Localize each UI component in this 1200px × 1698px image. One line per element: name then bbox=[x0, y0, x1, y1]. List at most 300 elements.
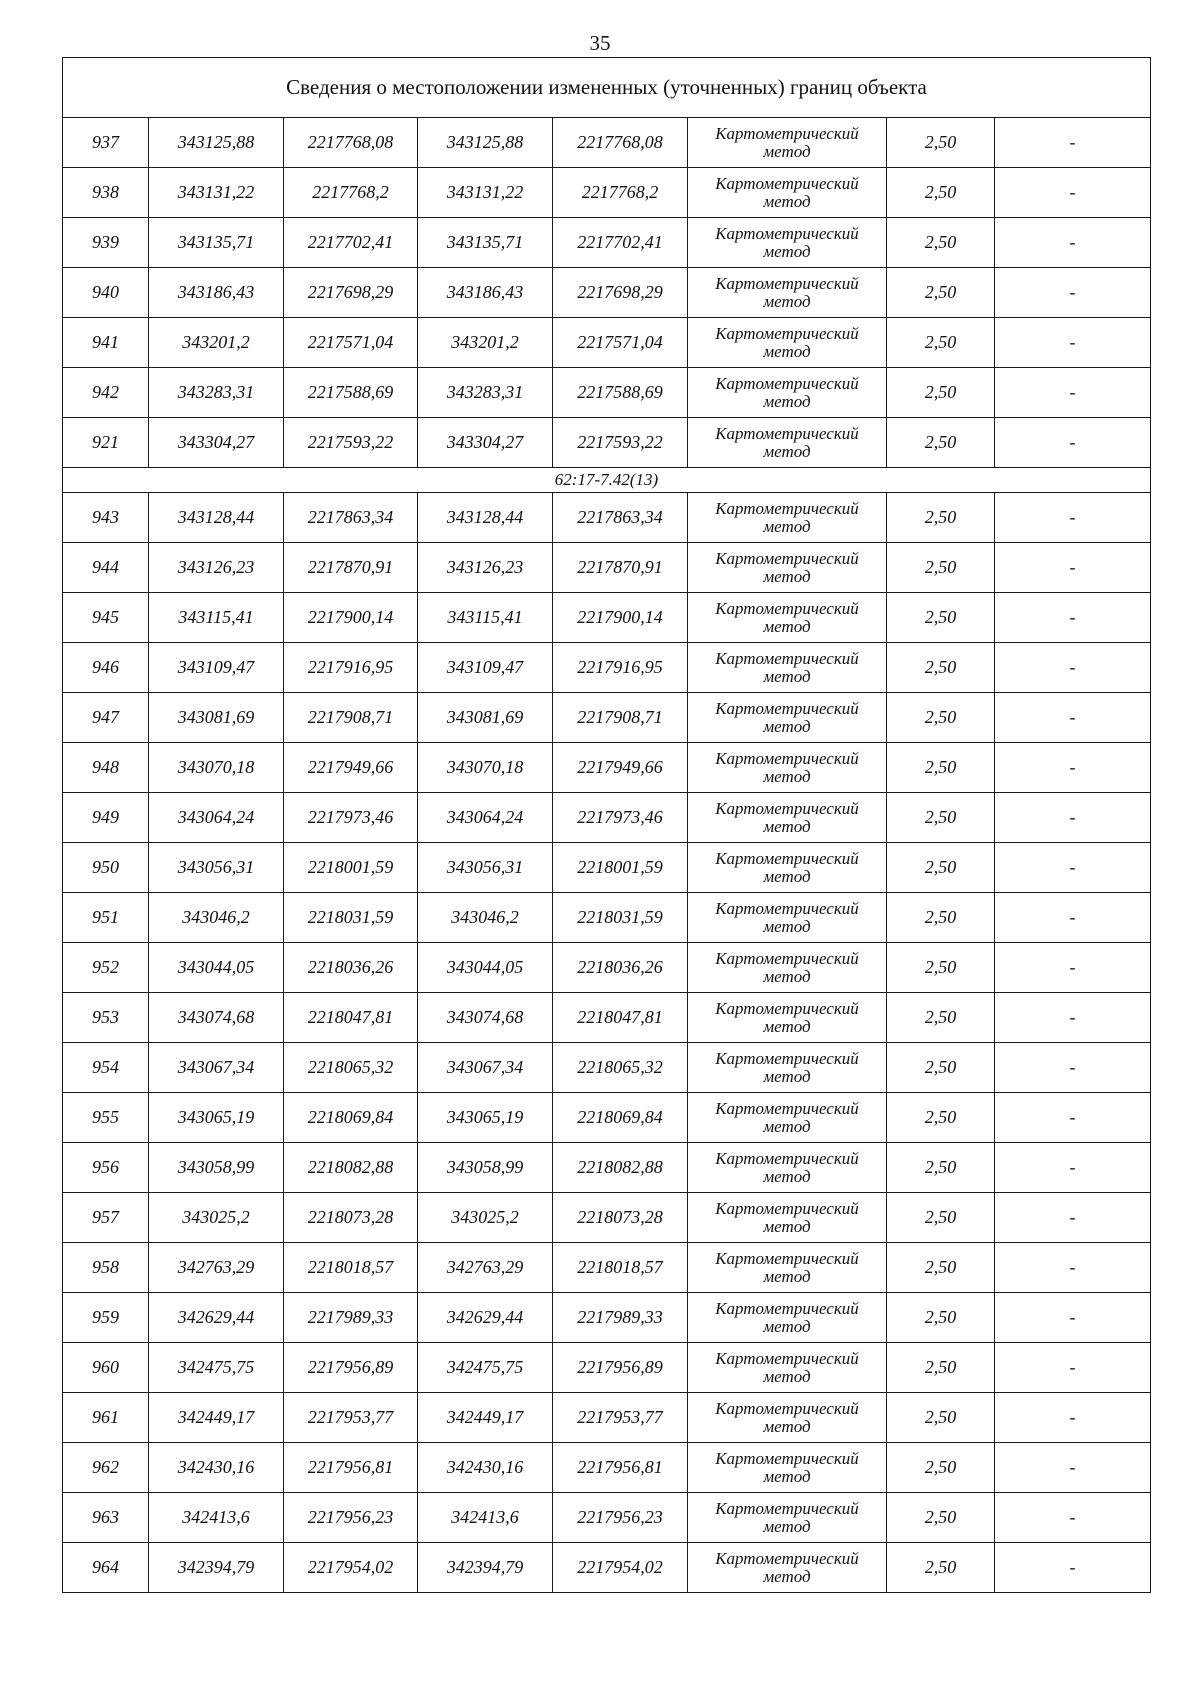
method-cell bbox=[688, 1293, 887, 1343]
coord-x-existing: 342413,6 bbox=[149, 1493, 284, 1543]
table-row bbox=[63, 368, 1151, 418]
coord-x-refined: 343125,88 bbox=[418, 118, 553, 168]
note-dash: - bbox=[995, 368, 1151, 418]
coord-x-refined: 342449,17 bbox=[418, 1393, 553, 1443]
point-number: 942 bbox=[63, 368, 149, 418]
coord-y-refined: 2217588,69 bbox=[553, 368, 688, 418]
method-line-2: метод bbox=[763, 441, 811, 461]
table-row bbox=[63, 218, 1151, 268]
accuracy-value: 2,50 bbox=[887, 593, 995, 643]
method-cell bbox=[688, 318, 887, 368]
coord-x-refined: 343186,43 bbox=[418, 268, 553, 318]
coord-x-refined: 343081,69 bbox=[418, 693, 553, 743]
method-line-1: Картометрический bbox=[715, 848, 859, 868]
coord-y-refined: 2217571,04 bbox=[553, 318, 688, 368]
note-dash: - bbox=[995, 1243, 1151, 1293]
coord-y-refined: 2218001,59 bbox=[553, 843, 688, 893]
method-line-1: Картометрический bbox=[715, 548, 859, 568]
note-dash: - bbox=[995, 218, 1151, 268]
accuracy-value: 2,50 bbox=[887, 1443, 995, 1493]
note-dash: - bbox=[995, 318, 1151, 368]
point-number: 946 bbox=[63, 643, 149, 693]
method-line-1: Картометрический bbox=[715, 498, 859, 518]
coord-y-existing: 2218069,84 bbox=[284, 1093, 418, 1143]
method-line-1: Картометрический bbox=[715, 223, 859, 243]
table-row bbox=[63, 1293, 1151, 1343]
coord-x-refined: 343058,99 bbox=[418, 1143, 553, 1193]
method-line-1: Картометрический bbox=[715, 598, 859, 618]
method-line-2: метод bbox=[763, 391, 811, 411]
method-cell bbox=[688, 1393, 887, 1443]
coord-x-existing: 343135,71 bbox=[149, 218, 284, 268]
accuracy-value: 2,50 bbox=[887, 118, 995, 168]
coord-x-existing: 343131,22 bbox=[149, 168, 284, 218]
accuracy-value: 2,50 bbox=[887, 1143, 995, 1193]
point-number: 950 bbox=[63, 843, 149, 893]
note-dash: - bbox=[995, 1393, 1151, 1443]
note-dash: - bbox=[995, 493, 1151, 543]
coord-y-existing: 2217571,04 bbox=[284, 318, 418, 368]
coord-x-existing: 342430,16 bbox=[149, 1443, 284, 1493]
point-number: 952 bbox=[63, 943, 149, 993]
accuracy-value: 2,50 bbox=[887, 1543, 995, 1593]
point-number: 958 bbox=[63, 1243, 149, 1293]
method-line-2: метод bbox=[763, 866, 811, 886]
coord-x-refined: 343304,27 bbox=[418, 418, 553, 468]
coord-y-existing: 2218018,57 bbox=[284, 1243, 418, 1293]
method-line-1: Картометрический bbox=[715, 898, 859, 918]
method-cell bbox=[688, 268, 887, 318]
coord-x-refined: 343109,47 bbox=[418, 643, 553, 693]
method-line-1: Картометрический bbox=[715, 1298, 859, 1318]
coord-y-existing: 2218036,26 bbox=[284, 943, 418, 993]
method-line-2: метод bbox=[763, 666, 811, 686]
method-cell bbox=[688, 418, 887, 468]
point-number: 960 bbox=[63, 1343, 149, 1393]
accuracy-value: 2,50 bbox=[887, 693, 995, 743]
coord-y-refined: 2217900,14 bbox=[553, 593, 688, 643]
table-row bbox=[63, 1093, 1151, 1143]
method-line-2: метод bbox=[763, 916, 811, 936]
coord-x-existing: 343065,19 bbox=[149, 1093, 284, 1143]
coord-x-refined: 342629,44 bbox=[418, 1293, 553, 1343]
coord-x-refined: 342763,29 bbox=[418, 1243, 553, 1293]
coord-y-existing: 2217588,69 bbox=[284, 368, 418, 418]
coord-x-existing: 343186,43 bbox=[149, 268, 284, 318]
coord-y-existing: 2218073,28 bbox=[284, 1193, 418, 1243]
coord-x-refined: 343283,31 bbox=[418, 368, 553, 418]
coord-x-existing: 342394,79 bbox=[149, 1543, 284, 1593]
method-cell bbox=[688, 793, 887, 843]
coord-y-refined: 2217593,22 bbox=[553, 418, 688, 468]
point-number: 957 bbox=[63, 1193, 149, 1243]
method-line-2: метод bbox=[763, 1466, 811, 1486]
method-cell bbox=[688, 168, 887, 218]
coord-x-refined: 343115,41 bbox=[418, 593, 553, 643]
table-row bbox=[63, 643, 1151, 693]
method-cell bbox=[688, 1093, 887, 1143]
coord-y-existing: 2217768,2 bbox=[284, 168, 418, 218]
method-line-1: Картометрический bbox=[715, 998, 859, 1018]
point-number: 964 bbox=[63, 1543, 149, 1593]
point-number: 949 bbox=[63, 793, 149, 843]
coord-x-refined: 343074,68 bbox=[418, 993, 553, 1043]
coordinates-table bbox=[62, 57, 1151, 1593]
coord-x-refined: 343065,19 bbox=[418, 1093, 553, 1143]
method-line-1: Картометрический bbox=[715, 273, 859, 293]
coord-y-existing: 2217956,89 bbox=[284, 1343, 418, 1393]
coord-y-refined: 2217989,33 bbox=[553, 1293, 688, 1343]
coord-y-existing: 2217768,08 bbox=[284, 118, 418, 168]
coord-x-existing: 343201,2 bbox=[149, 318, 284, 368]
note-dash: - bbox=[995, 793, 1151, 843]
note-dash: - bbox=[995, 418, 1151, 468]
coord-x-existing: 343058,99 bbox=[149, 1143, 284, 1193]
method-line-2: метод bbox=[763, 1066, 811, 1086]
coord-x-refined: 342475,75 bbox=[418, 1343, 553, 1393]
point-number: 940 bbox=[63, 268, 149, 318]
coord-y-existing: 2218082,88 bbox=[284, 1143, 418, 1193]
note-dash: - bbox=[995, 1343, 1151, 1393]
accuracy-value: 2,50 bbox=[887, 1193, 995, 1243]
accuracy-value: 2,50 bbox=[887, 993, 995, 1043]
coord-y-refined: 2217768,2 bbox=[553, 168, 688, 218]
method-line-2: метод bbox=[763, 1416, 811, 1436]
table-row bbox=[63, 993, 1151, 1043]
point-number: 956 bbox=[63, 1143, 149, 1193]
table-row bbox=[63, 1543, 1151, 1593]
coord-x-existing: 343070,18 bbox=[149, 743, 284, 793]
coord-x-refined: 343025,2 bbox=[418, 1193, 553, 1243]
table-body bbox=[63, 58, 1151, 1593]
method-cell bbox=[688, 893, 887, 943]
accuracy-value: 2,50 bbox=[887, 793, 995, 843]
note-dash: - bbox=[995, 1443, 1151, 1493]
table-row bbox=[63, 543, 1151, 593]
coord-x-existing: 342629,44 bbox=[149, 1293, 284, 1343]
coord-y-existing: 2217956,81 bbox=[284, 1443, 418, 1493]
table-row bbox=[63, 1243, 1151, 1293]
table-row bbox=[63, 493, 1151, 543]
table-title: Сведения о местоположении измененных (уточненных) границ объекта bbox=[63, 58, 1151, 118]
method-line-2: метод bbox=[763, 1316, 811, 1336]
note-dash: - bbox=[995, 693, 1151, 743]
point-number: 941 bbox=[63, 318, 149, 368]
coord-y-existing: 2217870,91 bbox=[284, 543, 418, 593]
accuracy-value: 2,50 bbox=[887, 318, 995, 368]
method-cell bbox=[688, 993, 887, 1043]
table-row bbox=[63, 118, 1151, 168]
method-cell bbox=[688, 943, 887, 993]
accuracy-value: 2,50 bbox=[887, 1093, 995, 1143]
method-cell bbox=[688, 1443, 887, 1493]
method-line-2: метод bbox=[763, 1516, 811, 1536]
method-cell bbox=[688, 493, 887, 543]
table-row bbox=[63, 793, 1151, 843]
point-number: 945 bbox=[63, 593, 149, 643]
method-line-1: Картометрический bbox=[715, 1448, 859, 1468]
coord-x-refined: 342430,16 bbox=[418, 1443, 553, 1493]
table-row bbox=[63, 1043, 1151, 1093]
coord-y-refined: 2217953,77 bbox=[553, 1393, 688, 1443]
coord-y-existing: 2217916,95 bbox=[284, 643, 418, 693]
method-line-2: метод bbox=[763, 1566, 811, 1586]
coord-y-refined: 2217956,23 bbox=[553, 1493, 688, 1543]
coord-x-existing: 343081,69 bbox=[149, 693, 284, 743]
method-line-2: метод bbox=[763, 1016, 811, 1036]
coord-y-refined: 2217702,41 bbox=[553, 218, 688, 268]
coord-y-refined: 2217956,81 bbox=[553, 1443, 688, 1493]
method-line-1: Картометрический bbox=[715, 323, 859, 343]
method-line-2: метод bbox=[763, 1116, 811, 1136]
coord-x-existing: 342449,17 bbox=[149, 1393, 284, 1443]
accuracy-value: 2,50 bbox=[887, 493, 995, 543]
point-number: 921 bbox=[63, 418, 149, 468]
note-dash: - bbox=[995, 168, 1151, 218]
coord-y-refined: 2217768,08 bbox=[553, 118, 688, 168]
table-row bbox=[63, 1493, 1151, 1543]
coord-x-existing: 343126,23 bbox=[149, 543, 284, 593]
coord-y-refined: 2217973,46 bbox=[553, 793, 688, 843]
table-title-row bbox=[63, 58, 1151, 118]
point-number: 947 bbox=[63, 693, 149, 743]
accuracy-value: 2,50 bbox=[887, 543, 995, 593]
method-line-1: Картометрический bbox=[715, 1148, 859, 1168]
method-line-2: метод bbox=[763, 1166, 811, 1186]
method-cell bbox=[688, 1343, 887, 1393]
coord-x-refined: 343131,22 bbox=[418, 168, 553, 218]
coord-y-refined: 2217954,02 bbox=[553, 1543, 688, 1593]
coord-x-refined: 343070,18 bbox=[418, 743, 553, 793]
coord-x-refined: 342394,79 bbox=[418, 1543, 553, 1593]
point-number: 959 bbox=[63, 1293, 149, 1343]
note-dash: - bbox=[995, 1043, 1151, 1093]
coord-y-existing: 2217989,33 bbox=[284, 1293, 418, 1343]
accuracy-value: 2,50 bbox=[887, 743, 995, 793]
coord-y-refined: 2217863,34 bbox=[553, 493, 688, 543]
point-number: 954 bbox=[63, 1043, 149, 1093]
note-dash: - bbox=[995, 1493, 1151, 1543]
coord-y-refined: 2218065,32 bbox=[553, 1043, 688, 1093]
point-number: 961 bbox=[63, 1393, 149, 1443]
method-cell bbox=[688, 1193, 887, 1243]
note-dash: - bbox=[995, 743, 1151, 793]
coord-x-existing: 343044,05 bbox=[149, 943, 284, 993]
method-line-2: метод bbox=[763, 816, 811, 836]
method-cell bbox=[688, 1043, 887, 1093]
point-number: 955 bbox=[63, 1093, 149, 1143]
method-line-2: метод bbox=[763, 966, 811, 986]
table-row bbox=[63, 318, 1151, 368]
accuracy-value: 2,50 bbox=[887, 943, 995, 993]
coord-y-existing: 2217863,34 bbox=[284, 493, 418, 543]
coord-y-refined: 2218069,84 bbox=[553, 1093, 688, 1143]
coord-x-refined: 342413,6 bbox=[418, 1493, 553, 1543]
method-line-1: Картометрический bbox=[715, 648, 859, 668]
coord-x-existing: 342475,75 bbox=[149, 1343, 284, 1393]
method-line-1: Картометрический bbox=[715, 1248, 859, 1268]
method-line-1: Картометрический bbox=[715, 798, 859, 818]
coord-y-existing: 2218065,32 bbox=[284, 1043, 418, 1093]
coord-x-refined: 343201,2 bbox=[418, 318, 553, 368]
note-dash: - bbox=[995, 1193, 1151, 1243]
accuracy-value: 2,50 bbox=[887, 1293, 995, 1343]
coord-y-refined: 2218018,57 bbox=[553, 1243, 688, 1293]
method-line-2: метод bbox=[763, 1366, 811, 1386]
method-line-1: Картометрический bbox=[715, 1548, 859, 1568]
point-number: 962 bbox=[63, 1443, 149, 1493]
accuracy-value: 2,50 bbox=[887, 168, 995, 218]
coord-y-refined: 2218036,26 bbox=[553, 943, 688, 993]
coord-x-refined: 343126,23 bbox=[418, 543, 553, 593]
coord-x-existing: 343046,2 bbox=[149, 893, 284, 943]
method-line-2: метод bbox=[763, 566, 811, 586]
coord-y-existing: 2217953,77 bbox=[284, 1393, 418, 1443]
table-row bbox=[63, 1393, 1151, 1443]
note-dash: - bbox=[995, 643, 1151, 693]
method-line-1: Картометрический bbox=[715, 948, 859, 968]
coord-y-refined: 2217698,29 bbox=[553, 268, 688, 318]
coord-y-refined: 2218031,59 bbox=[553, 893, 688, 943]
note-dash: - bbox=[995, 1143, 1151, 1193]
method-cell bbox=[688, 1543, 887, 1593]
coord-x-existing: 342763,29 bbox=[149, 1243, 284, 1293]
note-dash: - bbox=[995, 1093, 1151, 1143]
coord-y-existing: 2217900,14 bbox=[284, 593, 418, 643]
point-number: 937 bbox=[63, 118, 149, 168]
coord-x-existing: 343304,27 bbox=[149, 418, 284, 468]
table-row bbox=[63, 1343, 1151, 1393]
note-dash: - bbox=[995, 943, 1151, 993]
method-line-1: Картометрический bbox=[715, 1348, 859, 1368]
coord-x-refined: 343046,2 bbox=[418, 893, 553, 943]
method-cell bbox=[688, 218, 887, 268]
method-cell bbox=[688, 1493, 887, 1543]
point-number: 943 bbox=[63, 493, 149, 543]
coord-y-existing: 2217956,23 bbox=[284, 1493, 418, 1543]
method-cell bbox=[688, 743, 887, 793]
coord-y-existing: 2217593,22 bbox=[284, 418, 418, 468]
note-dash: - bbox=[995, 993, 1151, 1043]
coord-y-existing: 2217702,41 bbox=[284, 218, 418, 268]
accuracy-value: 2,50 bbox=[887, 1243, 995, 1293]
coord-y-refined: 2217916,95 bbox=[553, 643, 688, 693]
coord-x-refined: 343064,24 bbox=[418, 793, 553, 843]
method-line-1: Картометрический bbox=[715, 1098, 859, 1118]
table-row bbox=[63, 693, 1151, 743]
method-line-1: Картометрический bbox=[715, 173, 859, 193]
point-number: 963 bbox=[63, 1493, 149, 1543]
table-row bbox=[63, 418, 1151, 468]
note-dash: - bbox=[995, 593, 1151, 643]
coord-y-existing: 2217973,46 bbox=[284, 793, 418, 843]
method-line-2: метод bbox=[763, 291, 811, 311]
accuracy-value: 2,50 bbox=[887, 418, 995, 468]
point-number: 939 bbox=[63, 218, 149, 268]
table-row bbox=[63, 743, 1151, 793]
coord-y-existing: 2218031,59 bbox=[284, 893, 418, 943]
coord-y-existing: 2217949,66 bbox=[284, 743, 418, 793]
coord-x-refined: 343135,71 bbox=[418, 218, 553, 268]
coord-x-existing: 343056,31 bbox=[149, 843, 284, 893]
coord-x-existing: 343283,31 bbox=[149, 368, 284, 418]
point-number: 948 bbox=[63, 743, 149, 793]
note-dash: - bbox=[995, 118, 1151, 168]
table-row bbox=[63, 943, 1151, 993]
section-label: 62:17-7.42(13) bbox=[63, 468, 1151, 493]
accuracy-value: 2,50 bbox=[887, 843, 995, 893]
coord-x-existing: 343064,24 bbox=[149, 793, 284, 843]
method-cell bbox=[688, 118, 887, 168]
method-cell bbox=[688, 1243, 887, 1293]
note-dash: - bbox=[995, 893, 1151, 943]
table-row bbox=[63, 593, 1151, 643]
coord-x-existing: 343074,68 bbox=[149, 993, 284, 1043]
method-cell bbox=[688, 643, 887, 693]
coord-y-refined: 2218082,88 bbox=[553, 1143, 688, 1193]
coord-x-existing: 343125,88 bbox=[149, 118, 284, 168]
method-cell bbox=[688, 368, 887, 418]
method-line-1: Картометрический bbox=[715, 1198, 859, 1218]
coord-y-refined: 2217908,71 bbox=[553, 693, 688, 743]
accuracy-value: 2,50 bbox=[887, 1393, 995, 1443]
coord-x-refined: 343128,44 bbox=[418, 493, 553, 543]
method-line-1: Картометрический bbox=[715, 1398, 859, 1418]
coord-x-refined: 343067,34 bbox=[418, 1043, 553, 1093]
table-row bbox=[63, 168, 1151, 218]
point-number: 938 bbox=[63, 168, 149, 218]
coord-x-existing: 343025,2 bbox=[149, 1193, 284, 1243]
method-line-2: метод bbox=[763, 241, 811, 261]
coord-x-refined: 343044,05 bbox=[418, 943, 553, 993]
note-dash: - bbox=[995, 1293, 1151, 1343]
coord-x-existing: 343128,44 bbox=[149, 493, 284, 543]
coord-x-existing: 343067,34 bbox=[149, 1043, 284, 1093]
coord-y-existing: 2218001,59 bbox=[284, 843, 418, 893]
coord-y-refined: 2217949,66 bbox=[553, 743, 688, 793]
method-line-1: Картометрический bbox=[715, 123, 859, 143]
method-line-2: метод bbox=[763, 716, 811, 736]
note-dash: - bbox=[995, 1543, 1151, 1593]
coord-y-refined: 2218073,28 bbox=[553, 1193, 688, 1243]
method-line-2: метод bbox=[763, 341, 811, 361]
accuracy-value: 2,50 bbox=[887, 218, 995, 268]
coord-x-refined: 343056,31 bbox=[418, 843, 553, 893]
page-number: 35 bbox=[589, 31, 611, 55]
coord-y-existing: 2218047,81 bbox=[284, 993, 418, 1043]
method-cell bbox=[688, 1143, 887, 1193]
table-row bbox=[63, 268, 1151, 318]
method-cell bbox=[688, 843, 887, 893]
coord-x-existing: 343109,47 bbox=[149, 643, 284, 693]
coord-x-existing: 343115,41 bbox=[149, 593, 284, 643]
accuracy-value: 2,50 bbox=[887, 643, 995, 693]
method-line-1: Картометрический bbox=[715, 423, 859, 443]
method-cell bbox=[688, 593, 887, 643]
table-row bbox=[63, 1143, 1151, 1193]
method-cell bbox=[688, 543, 887, 593]
method-line-2: метод bbox=[763, 1266, 811, 1286]
method-line-1: Картометрический bbox=[715, 748, 859, 768]
coord-y-existing: 2217954,02 bbox=[284, 1543, 418, 1593]
coord-y-refined: 2217870,91 bbox=[553, 543, 688, 593]
point-number: 953 bbox=[63, 993, 149, 1043]
table-row bbox=[63, 893, 1151, 943]
table-row bbox=[63, 1193, 1151, 1243]
method-line-2: метод bbox=[763, 516, 811, 536]
section-row bbox=[63, 468, 1151, 493]
table-row bbox=[63, 1443, 1151, 1493]
